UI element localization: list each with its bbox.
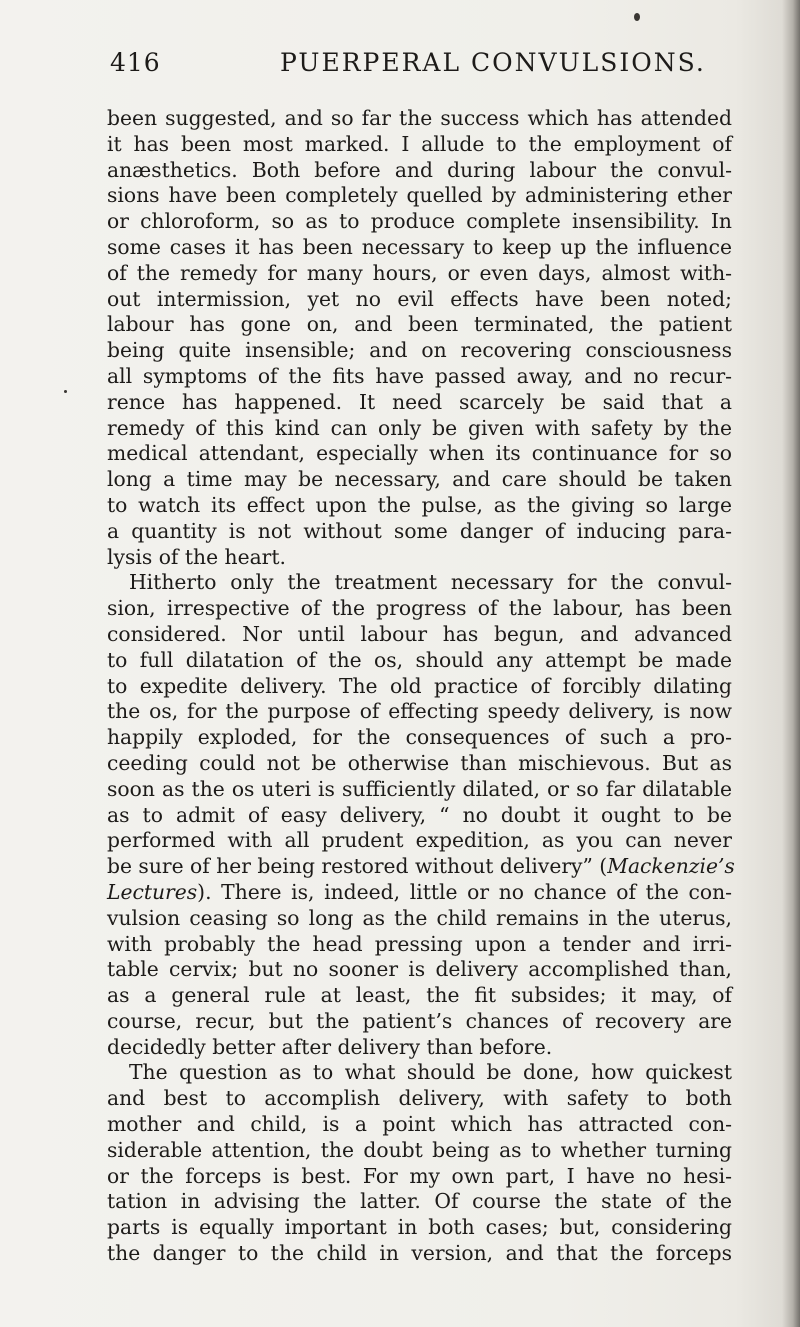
text-line-with-citation — [107, 854, 735, 880]
text-line: considered. Nor until labour has begun, and advanced — [107, 621, 732, 646]
text-line: remedy of this kind can only be given with safety by the — [107, 415, 732, 440]
text-line: siderable attention, the doubt being as to whether turning — [107, 1137, 732, 1162]
text-line: some cases it has been necessary to keep up the influence — [107, 234, 732, 259]
ink-speck — [64, 390, 67, 393]
text-line: Lectures). There is, indeed, little or no chance of the con- — [107, 879, 732, 904]
text-line: parts is equally important in both cases; but, considering — [107, 1215, 732, 1240]
text-line: course, recur, but the patient’s chances of recovery are — [107, 1008, 732, 1033]
text-line: as to admit of easy delivery, “ no doubt it ought to be — [107, 802, 732, 827]
text-line: table cervix; but no sooner is delivery accomplished than, — [107, 957, 732, 982]
text-line: vulsion ceasing so long as the child remains in the uterus, — [107, 905, 732, 930]
text-line-paragraph-end: lysis of the heart. — [107, 544, 286, 569]
text-line: sions have been completely quelled by administering ether — [107, 183, 732, 208]
text-line: long a time may be necessary, and care should be taken — [107, 467, 732, 492]
body-text — [107, 106, 735, 1267]
text-line: to full dilatation of the os, should any attempt be made — [107, 647, 732, 672]
text-line: the danger to the child in version, and that the forceps — [107, 1241, 732, 1266]
text-line: tation in advising the latter. Of course the state of the — [107, 1189, 732, 1214]
text-line: all symptoms of the fits have passed away, and no recur- — [107, 363, 732, 388]
text-line: anæsthetics. Both before and during labour the convul- — [107, 157, 732, 182]
text-line: rence has happened. It need scarcely be said that a — [107, 389, 732, 414]
text-line: the os, for the purpose of effecting speedy delivery, is now — [107, 699, 732, 724]
text-line: or chloroform, so as to produce complete insensibility. In — [107, 209, 732, 234]
text-line: happily exploded, for the consequences of such a pro- — [107, 725, 732, 750]
page-edge-shadow — [782, 0, 800, 1327]
text-line: ceeding could not be otherwise than mischievous. But as — [107, 750, 732, 775]
text-line: with probably the head pressing upon a tender and irri- — [107, 931, 732, 956]
text-line: sion, irrespective of the progress of the labour, has been — [107, 596, 732, 621]
text-line-paragraph-end: decidedly better after delivery than before. — [107, 1034, 553, 1059]
text-line: soon as the os uteri is sufficiently dilated, or so far dilatable — [107, 776, 732, 801]
text-line: of the remedy for many hours, or even days, almost with- — [107, 260, 732, 285]
text-segment: be sure of her being restored without delivery” ( — [107, 854, 608, 879]
page-number: 416 — [110, 48, 161, 77]
text-line: a quantity is not without some danger of inducing para- — [107, 518, 732, 543]
text-line: labour has gone on, and been terminated, the patient — [107, 312, 732, 337]
citation-italic: Mackenzie’s — [607, 854, 735, 879]
text-line: to expedite delivery. The old practice of forcibly dilating — [107, 673, 732, 698]
text-line: medical attendant, especially when its continuance for so — [107, 441, 732, 466]
text-line: mother and child, is a point which has attracted con- — [107, 1112, 732, 1137]
text-line: or the forceps is best. For my own part, I have no hesi- — [107, 1163, 732, 1188]
page-header — [110, 48, 710, 88]
text-line-paragraph-start: Hitherto only the treatment necessary for the convul- — [129, 570, 732, 595]
text-line: and best to accomplish delivery, with safety to both — [107, 1086, 732, 1111]
text-line: to watch its effect upon the pulse, as the giving so large — [107, 492, 732, 517]
running-head: PUERPERAL CONVULSIONS. — [280, 48, 706, 77]
text-line: performed with all prudent expedition, as you can never — [107, 828, 732, 853]
citation-italic-continued: Lectures — [107, 879, 198, 904]
text-line: out intermission, yet no evil effects have been noted; — [107, 286, 732, 311]
text-line: being quite insensible; and on recovering consciousness — [107, 338, 732, 363]
text-line: been suggested, and so far the success which has attended — [107, 106, 732, 130]
text-line-paragraph-start: The question as to what should be done, how quickest — [129, 1060, 732, 1085]
text-line: it has been most marked. I allude to the employment of — [107, 131, 732, 156]
text-line: as a general rule at least, the fit subsides; it may, of — [107, 983, 732, 1008]
ink-speck — [634, 13, 640, 21]
